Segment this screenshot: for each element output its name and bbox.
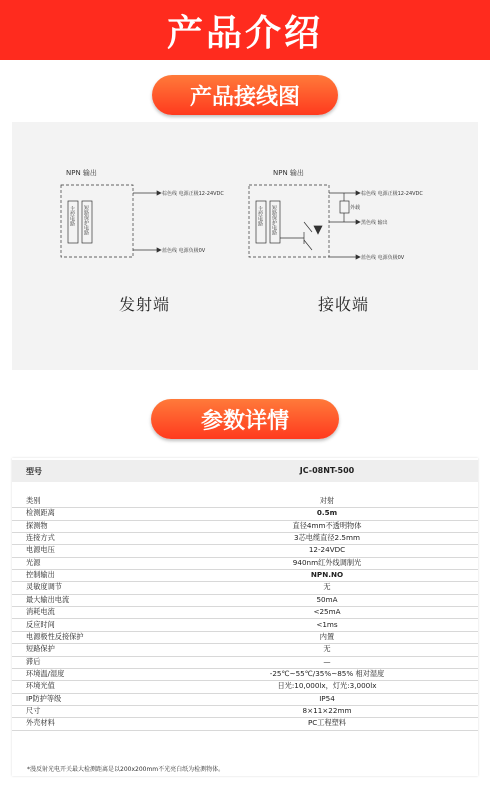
emitter-diagram: [61, 185, 161, 257]
emitter-caption: 发射端: [119, 295, 171, 314]
table-row-value: PC工程塑料: [307, 718, 347, 728]
table-row-label: IP防护等级: [26, 693, 62, 703]
table-header-label: 型号: [26, 467, 42, 476]
wiring-diagram-panel: [12, 122, 478, 370]
receiver-blue-label: 蓝色线 电源负极0V: [361, 255, 405, 261]
table-row-label: 探测物: [26, 520, 48, 530]
transistor-collector: [304, 222, 312, 232]
table-row-value: <25mA: [313, 607, 341, 617]
table-row: [12, 545, 478, 557]
table-row-label: 灵敏度调节: [26, 582, 62, 592]
table-row: [12, 570, 478, 582]
table-row-label: 消耗电流: [26, 607, 55, 617]
page-title: 产品介绍: [166, 12, 323, 54]
emitter-npn-label: NPN 输出: [66, 169, 97, 177]
diode-symbol: [314, 226, 322, 234]
params-table: [12, 458, 478, 776]
section-title-wiring: 产品接线图: [152, 75, 338, 115]
table-row: [12, 620, 478, 632]
table-row: [12, 558, 478, 570]
table-row-label: 类别: [26, 496, 41, 505]
table-row-value: 940nm红外线调制光: [292, 557, 362, 567]
footnote: *漫反射光电开关最大检测距离是以200x200mm不光亮白纸为检测物体。: [27, 766, 225, 773]
wiring-diagram: [12, 122, 478, 370]
receiver-box-protect-label: 短路保护电路: [271, 205, 277, 235]
receiver-npn-label: NPN 输出: [273, 169, 304, 177]
table-row: [12, 533, 478, 545]
receiver-arrow-top: [356, 191, 360, 195]
table-row-value: —: [323, 656, 331, 666]
table-row: [12, 521, 478, 533]
table-row: [12, 706, 478, 718]
receiver-diagram: [249, 185, 360, 259]
table-row-label: 滞后: [26, 656, 41, 666]
emitter-arrow-bottom: [157, 248, 161, 252]
table-row-value: 内置: [319, 631, 335, 641]
receiver-arrow-bottom: [356, 255, 360, 259]
table-header-value: JC-08NT-500: [299, 466, 355, 475]
load-resistor: [340, 201, 349, 213]
receiver-caption: 接收端: [318, 295, 370, 314]
section-title-params: 参数详情: [151, 399, 339, 439]
table-row-label: 环境温/湿度: [26, 668, 65, 678]
emitter-box-main-label: 主控电路: [69, 206, 75, 226]
table-row-value: 无: [323, 644, 331, 654]
table-row: [12, 669, 478, 681]
emitter-box-protect-label: 短路保护电路: [83, 205, 89, 235]
table-row-label: 电源极性反接保护: [26, 631, 84, 641]
top-banner: [0, 0, 490, 60]
table-row-value: 对射: [319, 496, 335, 505]
table-row: [12, 496, 478, 508]
receiver-arrow-mid: [356, 220, 360, 224]
table-row: [12, 607, 478, 619]
table-row: [12, 508, 478, 520]
table-row-value: <1ms: [316, 619, 338, 629]
receiver-brown-label: 棕色线 电源正极12-24VDC: [361, 191, 423, 197]
table-row-label: 光源: [26, 557, 41, 567]
table-row-label: 电源电压: [26, 545, 55, 555]
table-row: [12, 632, 478, 644]
table-row: [12, 694, 478, 706]
table-row: [12, 718, 478, 730]
table-row-value: IP54: [319, 693, 335, 703]
transistor-emitter: [304, 240, 312, 250]
table-row: [12, 681, 478, 693]
row-divider: [12, 730, 478, 731]
receiver-black-label: 黑色线 输出: [361, 220, 388, 226]
table-row-label: 外壳材料: [26, 718, 55, 728]
table-row-value: 3芯电缆直径2.5mm: [294, 533, 360, 543]
table-row-label: 反应时间: [26, 619, 55, 629]
table-row: [12, 595, 478, 607]
table-row: [12, 657, 478, 669]
emitter-blue-label: 蓝色线 电源负极0V: [162, 248, 206, 254]
table-row-label: 短路保护: [26, 644, 55, 654]
table-row: [12, 644, 478, 656]
receiver-box-main-label: 主控电路: [257, 206, 263, 226]
table-row-value: -25℃~55℃/35%~85% 相对湿度: [269, 668, 385, 678]
table-row-value: 50mA: [316, 594, 338, 604]
table-row: [12, 582, 478, 594]
table-row-value: 12-24VDC: [308, 545, 346, 555]
table-row-label: 环境光值: [26, 681, 55, 691]
table-row-label: 最大输出电流: [26, 594, 70, 604]
table-row-value: 日光:10,000lx，灯光:3,000lx: [277, 681, 377, 691]
table-row-label: 连接方式: [26, 533, 55, 543]
table-header-row: [12, 466, 478, 480]
receiver-load-label: 外载: [350, 205, 361, 211]
table-row-label: 尺寸: [26, 705, 41, 715]
table-row-value: 0.5m: [316, 508, 338, 518]
table-row-value: 无: [323, 582, 331, 592]
table-row-value: 直径4mm不透明物体: [292, 520, 362, 530]
table-row-label: 控制输出: [26, 570, 55, 580]
table-row-label: 检测距离: [26, 508, 55, 518]
emitter-brown-label: 棕色线 电源正极12-24VDC: [162, 191, 224, 197]
emitter-arrow-top: [157, 191, 161, 195]
table-row-value: 8×11×22mm: [302, 705, 352, 715]
table-row-value: NPN.NO: [310, 570, 344, 580]
